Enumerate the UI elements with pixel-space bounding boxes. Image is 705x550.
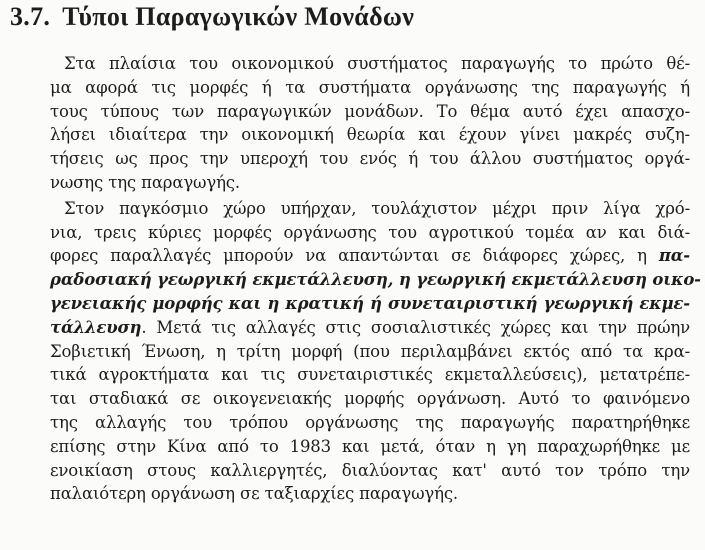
- emphasis-run: τάλλευση: [50, 317, 142, 337]
- text-line: Σοβιετική Ένωση, η τρίτη μορφή (που περιλαμβάνει εκτός από τα κρα-: [50, 341, 690, 361]
- text-line: παλαιότερη οργάνωση σε ταξιαρχίες παραγωγής.: [50, 484, 459, 504]
- section-heading: [10, 2, 414, 32]
- text-line: Στον παγκόσμιο χώρο υπήρχαν, τουλάχιστον μέχρι πριν λίγα χρό-: [64, 198, 690, 218]
- text-line: τικά αγροκτήματα και τις συνεταιριστικές εκμεταλλεύσεις), μετατρέπε-: [50, 365, 690, 385]
- text-line: της αλλαγής του τρόπου οργάνωσης της παραγωγής παρατηρήθηκε: [50, 412, 690, 432]
- text-line: ενοικίαση στους καλλιεργητές, διαλύοντας κατ' αυτό τον τρόπο την: [50, 460, 690, 480]
- text-line: επίσης στην Κίνα από το 1983 και μετά, όταν η γη παραχωρήθηκε με: [50, 436, 690, 456]
- text-line: τήσεις ως προς την υπεροχή του ενός ή του άλλου συστήματος οργά-: [50, 149, 690, 169]
- text-line: [50, 292, 690, 316]
- text-line: νωσης της παραγωγής.: [50, 172, 240, 192]
- text-line: ται σταδιακά σε οικογενειακής μορφής οργάνωση. Αυτό το φαινόμενο: [50, 389, 690, 409]
- text-line: τους τύπους των παραγωγικών μονάδων. Το θέμα αυτό έχει απασχο-: [50, 101, 690, 121]
- text-line: Στα πλαίσια του οικονομικού συστήματος παραγωγής το πρώτο θέ-: [64, 54, 690, 73]
- text-line: νια, τρεις κύριες μορφές οργάνωσης του αγροτικού τομέα αν και διά-: [50, 222, 690, 242]
- text-line: [50, 268, 701, 292]
- paragraph-2: [50, 197, 701, 506]
- text-run: . Μετά τις αλλαγές στις σοσιαλιστικές χώρες και την πρώην: [141, 317, 690, 337]
- section-number: 3.7.: [10, 2, 51, 31]
- text-line: [50, 316, 690, 340]
- section-title: Τύποι Παραγωγικών Μονάδων: [62, 2, 415, 31]
- emphasis-run: ραδοσιακή γεωργική εκμετάλλευση, η γεωργική εκμετάλλευση οικο-: [50, 270, 701, 290]
- paragraph-1: [50, 52, 690, 195]
- body-text: [50, 52, 701, 506]
- text-run: φορες παραλλαγές μπορούν να απαντώνται σε διάφορες χώρες, η: [50, 246, 659, 266]
- text-line: λήσει ιδιαίτερα την οικονομική θεωρία και έχουν γίνει μακρές συζη-: [50, 125, 690, 145]
- emphasis-run: πα-: [658, 246, 690, 266]
- emphasis-run: γενειακής μορφής και η κρατική ή συνεταιριστική γεωργική εκμε-: [50, 293, 690, 313]
- text-line: [50, 244, 690, 268]
- text-line: μα αφορά τις μορφές ή τα συστήματα οργάνωσης της παραγωγής ή: [50, 77, 690, 97]
